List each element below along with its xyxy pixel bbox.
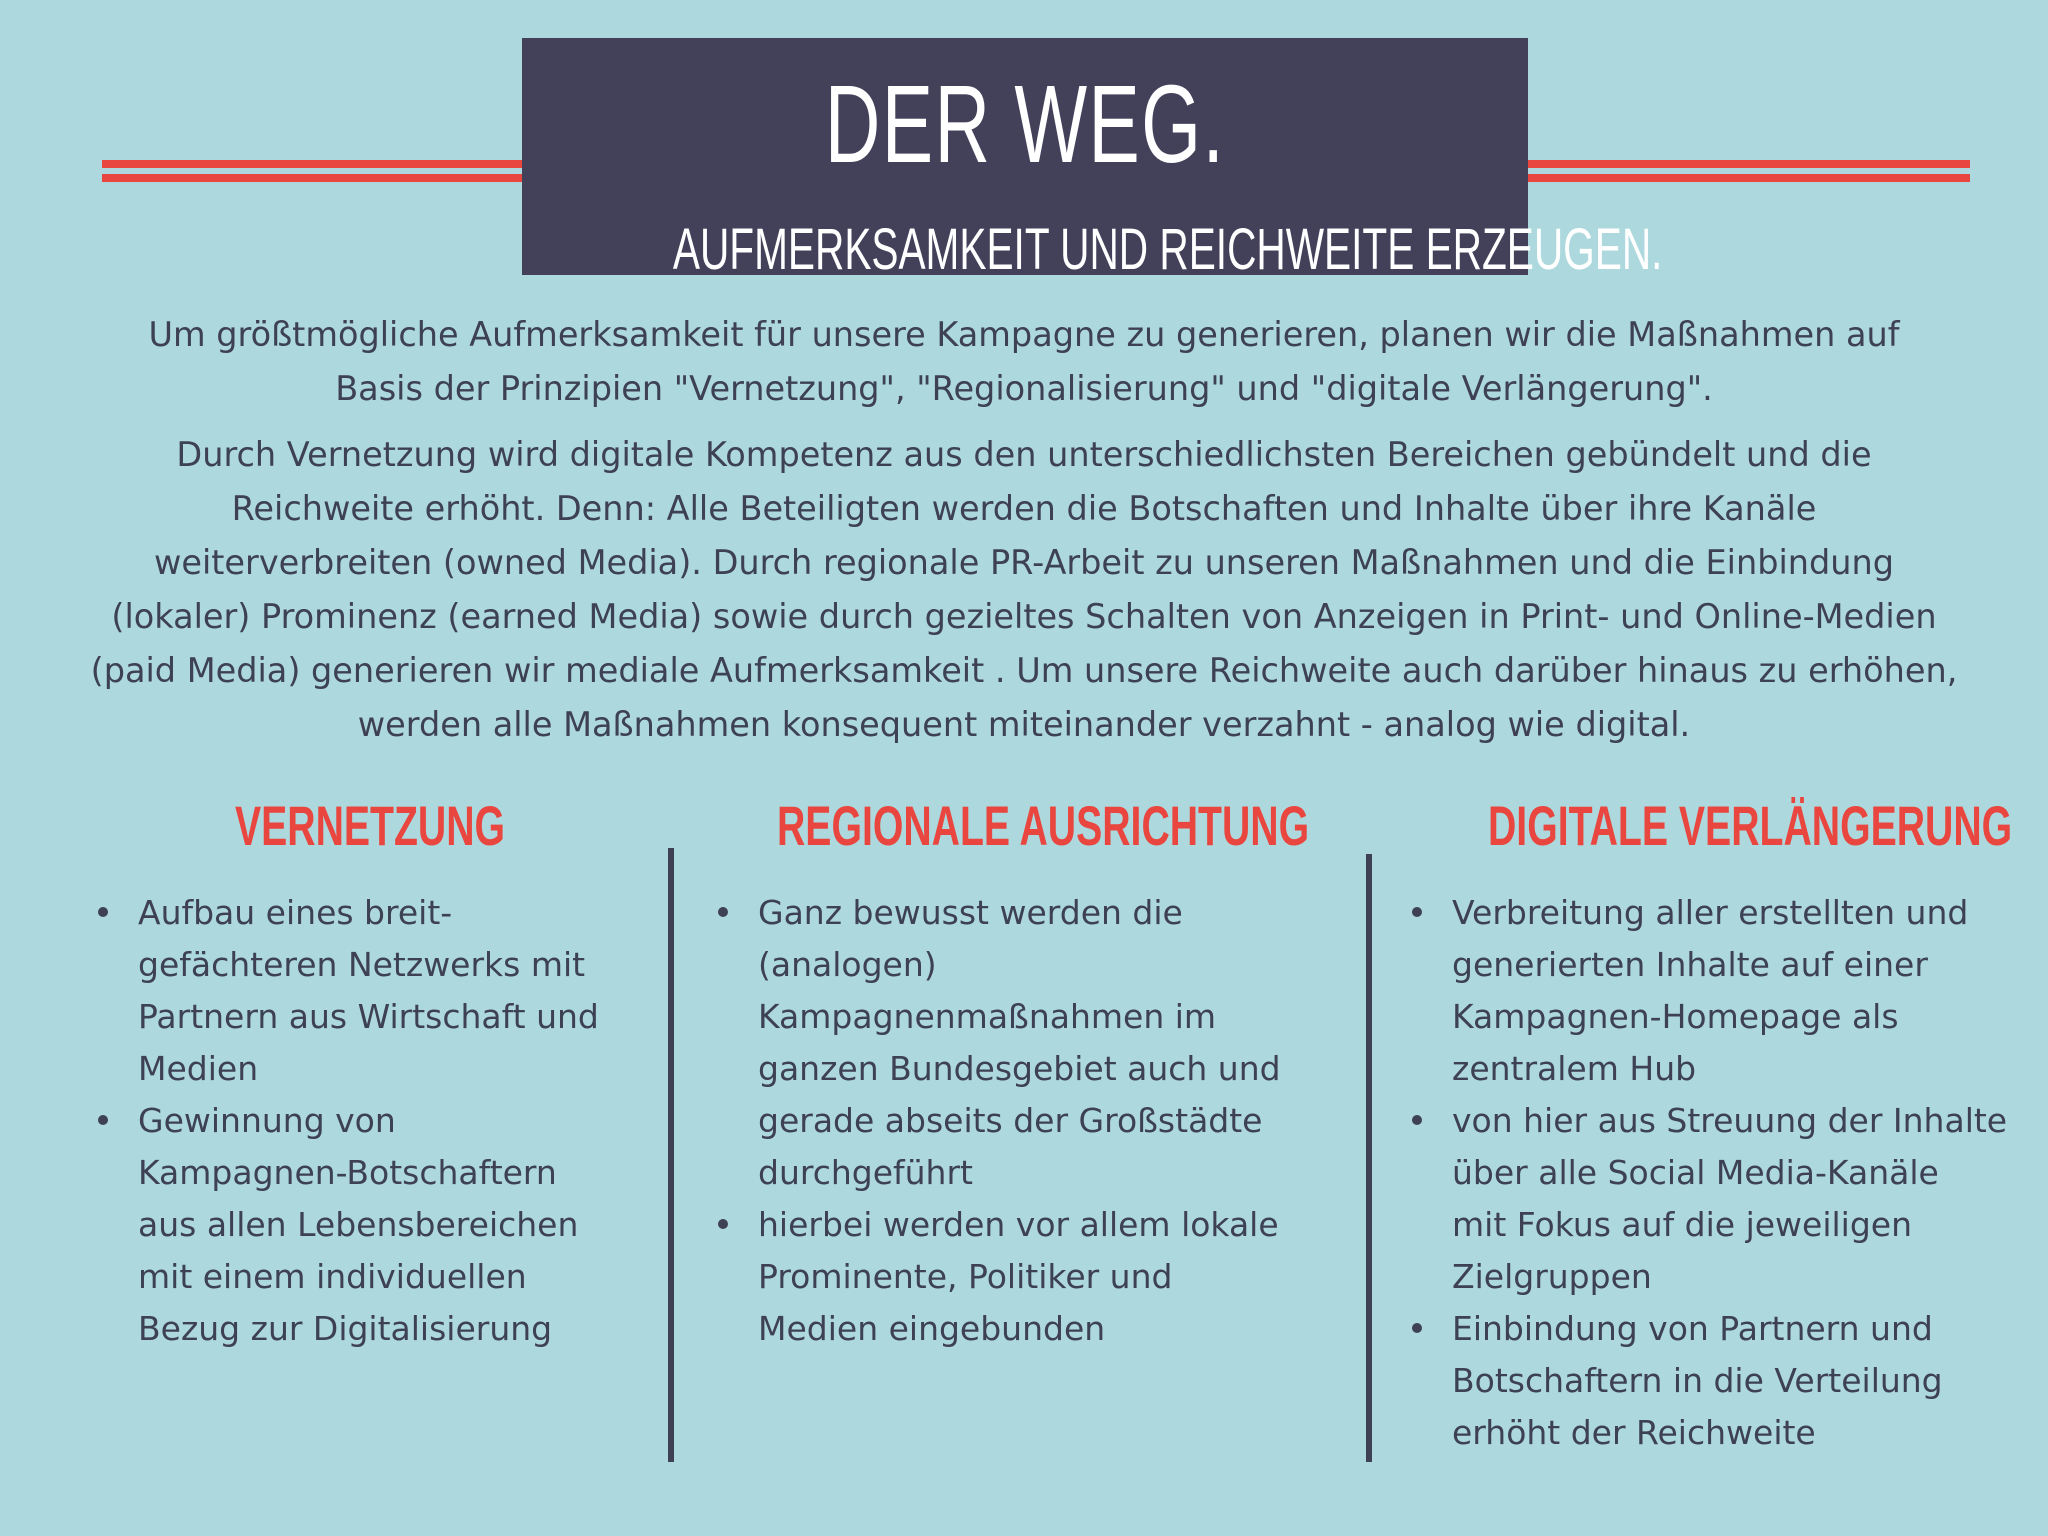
list-item-line: Kampagnen-Homepage als [1452,997,1899,1036]
bullet-list-vernetzung [98,887,599,1355]
column-heading-regionale-ausrichtung: REGIONALE AUSRICHTUNG [777,794,1310,857]
bullet-dot-icon [98,907,108,917]
bullet-dot-icon [98,1115,108,1125]
list-item [718,887,1281,1199]
bullet-dot-icon [1412,907,1422,917]
list-item-line: (analogen) [758,945,937,984]
intro-paragraph-2 [50,428,1998,752]
intro-paragraph-2-line: Reichweite erhöht. Denn: Alle Beteiligten werden die Botschaften und Inhalte über ihre Kanäle [231,489,1817,528]
column-digitale-verlaengerung [1412,794,2048,1452]
column-heading-digitale-verlaengerung: DIGITALE VERLÄNGERUNG [1488,794,2013,857]
column-regionale-ausrichtung [718,794,1338,1348]
list-item [1412,887,2007,1095]
list-item-line: Ganz bewusst werden die [758,893,1183,932]
column-divider [668,848,674,1462]
list-item-line: über alle Social Media-Kanäle [1452,1153,1939,1192]
list-item-line: Aufbau eines breit- [138,893,453,932]
list-item-line: Botschaftern in die Verteilung [1452,1361,1943,1400]
list-item-line: hierbei werden vor allem lokale [758,1205,1279,1244]
list-item-line: zentralem Hub [1452,1049,1697,1088]
list-item-line: gefächteren Netzwerks mit [138,945,586,984]
page-subtitle: AUFMERKSAMKEIT UND REICHWEITE ERZEUGEN. [672,217,1663,282]
list-item-line: Einbindung von Partnern und [1452,1309,1933,1348]
list-item-line: Bezug zur Digitalisierung [138,1309,553,1348]
list-item-line: Verbreitung aller erstellten und [1452,893,1969,932]
column-vernetzung [98,794,658,1348]
intro-paragraph-1 [50,308,1998,416]
intro-paragraph-2-line: werden alle Maßnahmen konsequent miteinander verzahnt - analog wie digital. [357,705,1691,744]
intro-paragraph-1-line: Um größtmögliche Aufmerksamkeit für unsere Kampagne zu generieren, planen wir die Maßnahmen auf [148,315,1900,354]
list-item-line: erhöht der Reichweite [1452,1413,1816,1452]
list-item-line: mit einem individuellen [138,1257,527,1296]
list-item-line: Partnern aus Wirtschaft und [138,997,599,1036]
list-item-line: ganzen Bundesgebiet auch und [758,1049,1281,1088]
list-item-line: Kampagnen-Botschaftern [138,1153,557,1192]
bullet-dot-icon [718,907,728,917]
bullet-list-regionale-ausrichtung [718,887,1281,1355]
list-item-line: mit Fokus auf die jeweiligen [1452,1205,1913,1244]
list-item-line: Kampagnenmaßnahmen im [758,997,1217,1036]
list-item [1412,1095,2007,1303]
title-banner [522,38,1663,282]
list-item-line: Zielgruppen [1452,1257,1652,1296]
column-divider [1366,854,1372,1462]
list-item-line: Medien [138,1049,259,1088]
list-item [718,1199,1281,1355]
list-item-line: von hier aus Streuung der Inhalte [1452,1101,2008,1140]
intro-paragraph-1-line: Basis der Prinzipien "Vernetzung", "Regionalisierung" und "digitale Verlängerung". [335,369,1713,408]
list-item-line: Prominente, Politiker und [758,1257,1173,1296]
list-item [1412,1303,2007,1459]
list-item-line: Medien eingebunden [758,1309,1106,1348]
list-item-line: generierten Inhalte auf einer [1452,945,1928,984]
intro-paragraph-2-line: weiterverbreiten (owned Media). Durch regionale PR-Arbeit zu unseren Maßnahmen und die Einbindung [153,543,1894,582]
intro-paragraph-2-line: (lokaler) Prominenz (earned Media) sowie durch gezieltes Schalten von Anzeigen in Print- und Online-Medien [111,597,1937,636]
list-item [98,887,599,1095]
list-item-line: Gewinnung von [138,1101,396,1140]
list-item-line: aus allen Lebensbereichen [138,1205,579,1244]
intro-paragraph-2-line: (paid Media) generieren wir mediale Aufmerksamkeit . Um unsere Reichweite auch darüber hinaus zu erhöhen, [90,651,1958,690]
list-item-line: durchgeführt [758,1153,973,1192]
list-item-line: gerade abseits der Großstädte [758,1101,1263,1140]
bullet-dot-icon [1412,1323,1422,1333]
bullet-list-digitale-verlaengerung [1412,887,2007,1459]
intro-paragraph-2-line: Durch Vernetzung wird digitale Kompetenz aus den unterschiedlichsten Bereichen gebündelt und die [176,435,1872,474]
page-title: DER WEG. [824,63,1226,186]
bullet-dot-icon [1412,1115,1422,1125]
bullet-dot-icon [718,1219,728,1229]
list-item [98,1095,599,1355]
column-heading-vernetzung: VERNETZUNG [234,794,506,857]
